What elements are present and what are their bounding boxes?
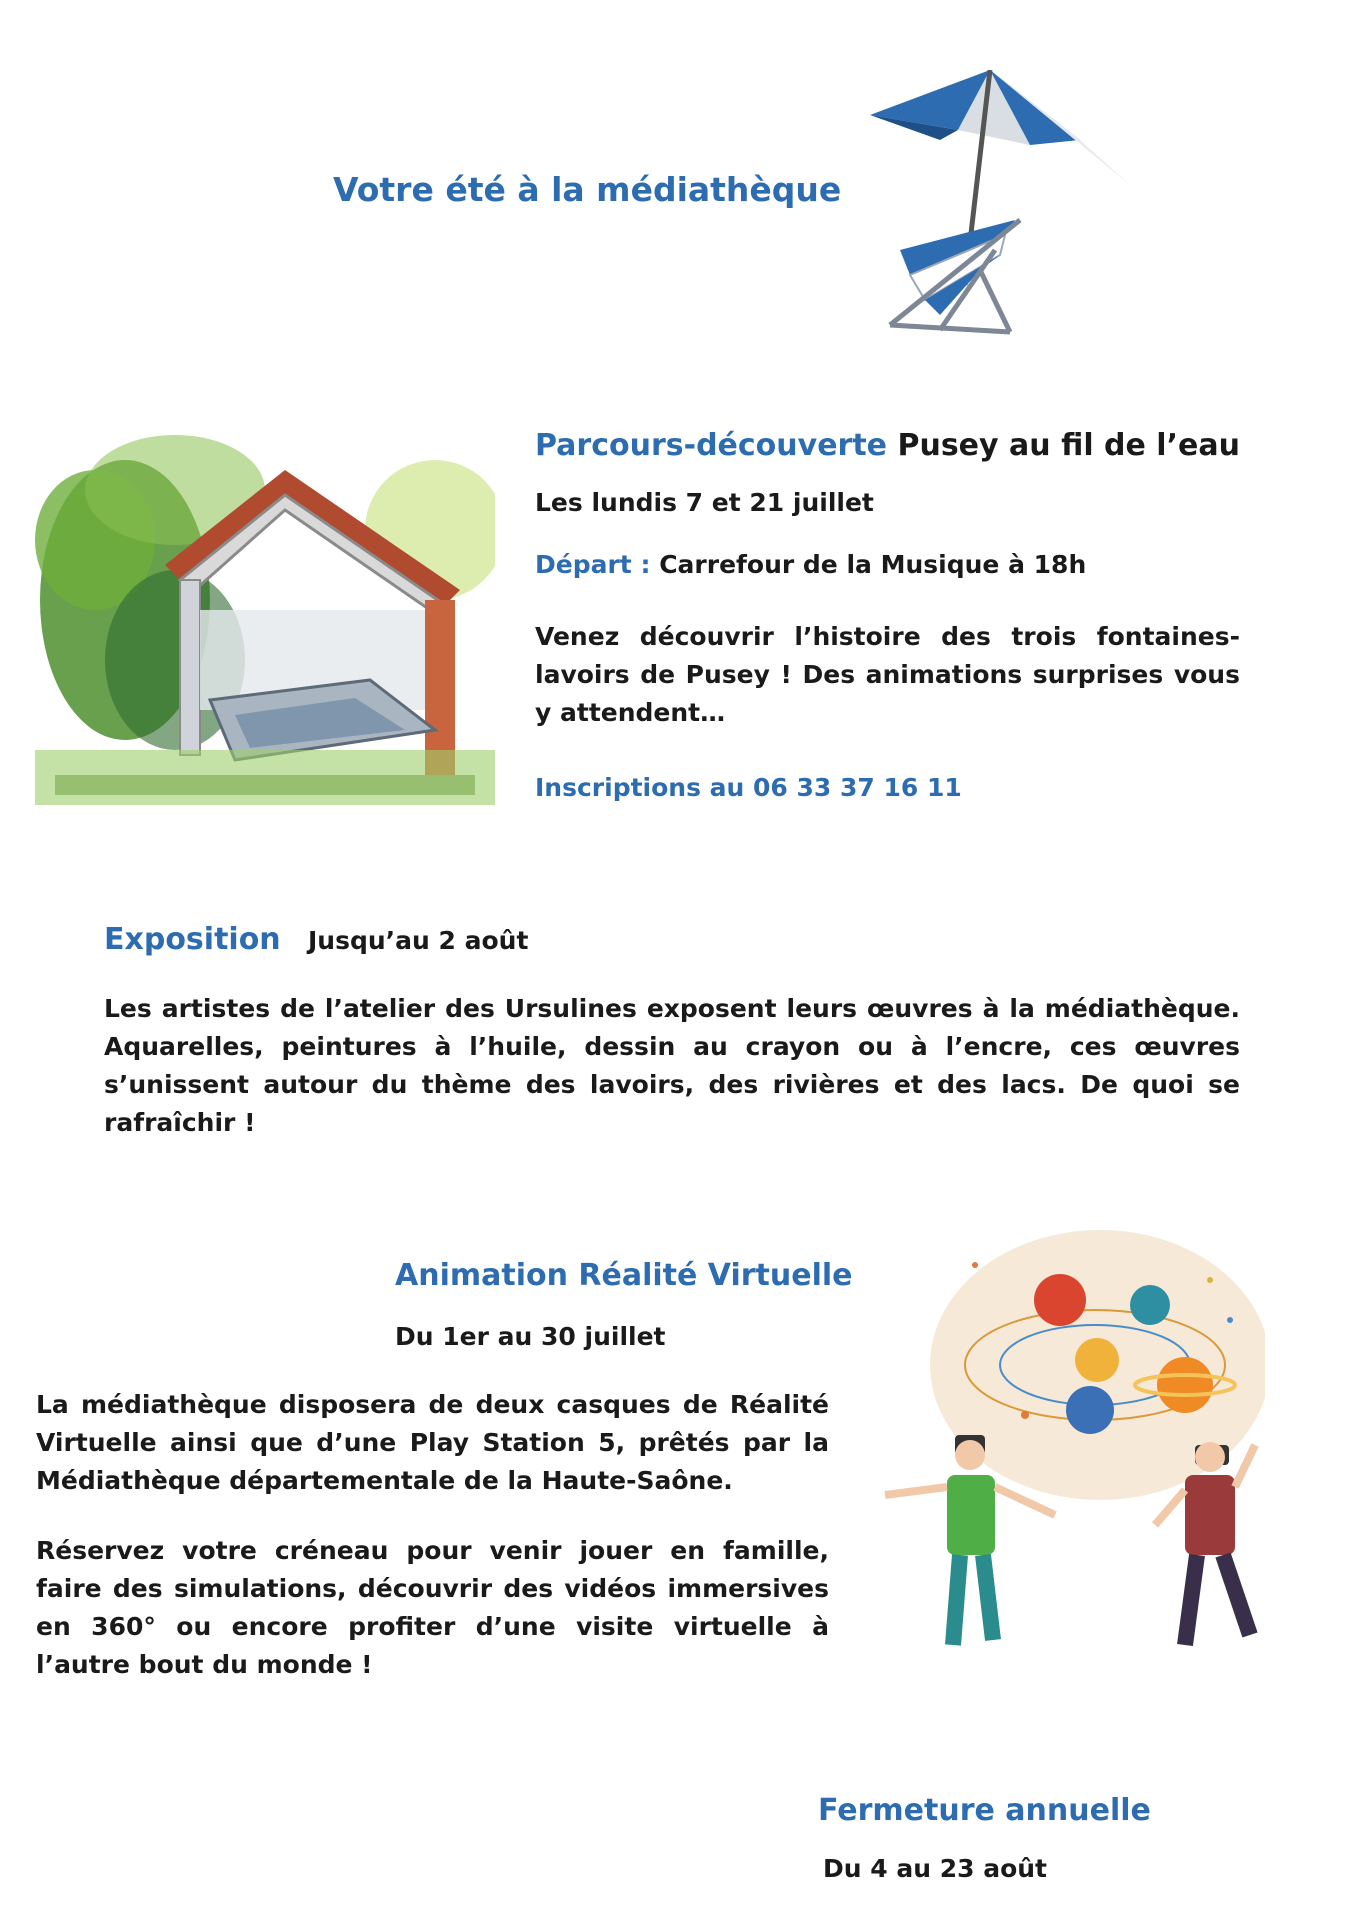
lavoir-watercolor-illustration <box>35 430 495 815</box>
exposition-label: Exposition <box>104 922 281 957</box>
vr-dates: Du 1er au 30 juillet <box>395 1322 666 1351</box>
parcours-depart <box>535 550 1086 579</box>
parcours-label: Parcours-découverte <box>535 428 888 463</box>
fermeture-title: Fermeture annuelle <box>818 1793 1151 1828</box>
parcours-inscriptions: Inscriptions au 06 33 37 16 11 <box>535 773 962 802</box>
fermeture-dates: Du 4 au 23 août <box>823 1854 1048 1883</box>
depart-label: Départ : <box>535 550 651 579</box>
page-title: Votre été à la médiathèque <box>333 170 842 209</box>
beach-umbrella-chair-illustration <box>830 70 1150 340</box>
vr-paragraph-2: Réservez votre créneau pour venir jouer en famille, faire des simulations, découvrir des vidéos immersives en 360° ou encore profiter d’une visite virtuelle à l’autre bout du monde ! <box>36 1536 829 1679</box>
exposition-dates: Jusqu’au 2 août <box>308 926 529 955</box>
parcours-dates: Les lundis 7 et 21 juillet <box>535 488 874 517</box>
depart-value: Carrefour de la Musique à 18h <box>659 550 1087 579</box>
exposition-description: Les artistes de l’atelier des Ursulines exposent leurs œuvres à la médiathèque. Aquarelles, peintures à l’huile, dessin au crayon ou à l’encre, ces œuvres s’unissent autour du thème des lavoirs, des rivières et des lacs. De quoi se rafraîchir ! <box>104 994 1240 1137</box>
parcours-heading <box>535 428 1240 463</box>
vr-paragraph-1: La médiathèque disposera de deux casques de Réalité Virtuelle ainsi que d’une Play Station 5, prêtés par la Médiathèque départementale de la Haute-Saône. <box>36 1390 829 1495</box>
deck-chair-icon <box>890 220 1020 332</box>
parcours-description: Venez découvrir l’histoire des trois fontaines-lavoirs de Pusey ! Des animations surprises vous y attendent… <box>535 622 1240 727</box>
parcours-name: Pusey au fil de l’eau <box>897 428 1240 463</box>
vr-planets-illustration <box>865 1225 1265 1665</box>
vr-title: Animation Réalité Virtuelle <box>395 1258 853 1293</box>
